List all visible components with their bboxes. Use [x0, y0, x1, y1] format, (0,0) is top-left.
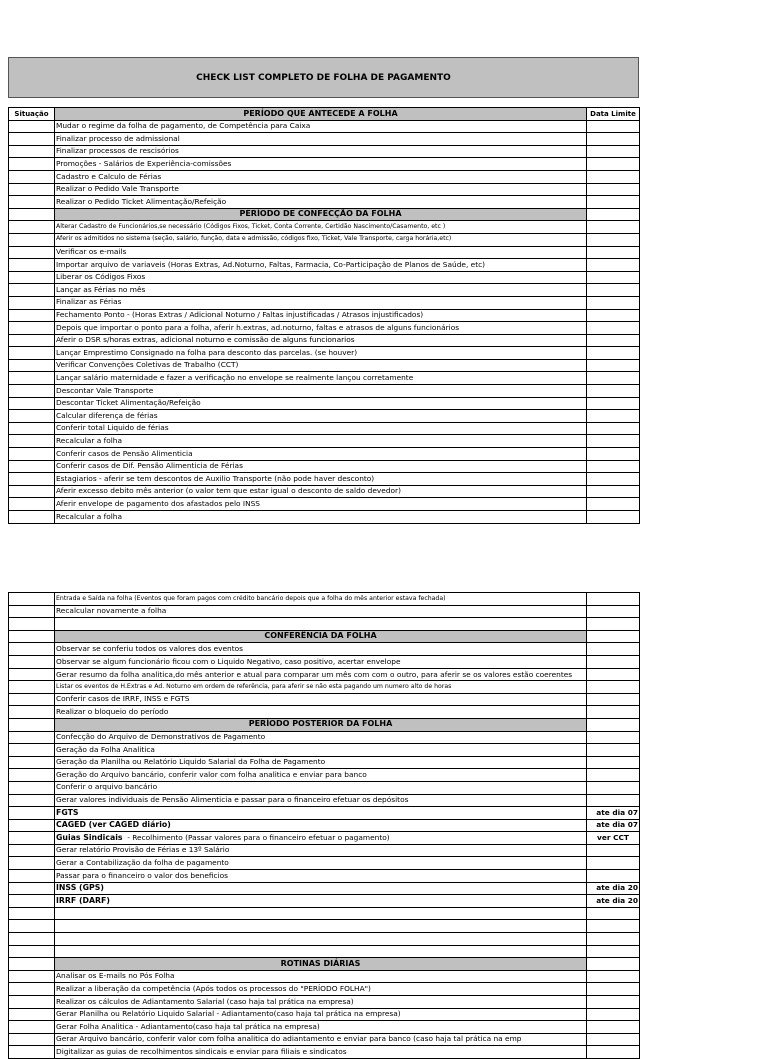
situacao-cell[interactable]	[9, 246, 55, 259]
situacao-cell[interactable]	[9, 196, 55, 209]
table-row	[9, 756, 640, 769]
data-limite-cell: ate dia 20	[587, 895, 640, 908]
data-limite-cell: ate dia 07	[587, 807, 640, 820]
situacao-cell[interactable]	[9, 410, 55, 423]
table-header-row	[9, 108, 640, 121]
data-limite-cell: ver CCT	[587, 832, 640, 845]
task-text: Entrada e Saída na folha (Eventos que foram pagos com crédito bancário depois que a folha do mês anterior estava fechada)	[55, 593, 587, 606]
situacao-cell[interactable]	[9, 794, 55, 807]
task-text: Conferir o arquivo bancário	[55, 781, 587, 794]
table-row	[9, 133, 640, 146]
table-row	[9, 435, 640, 448]
task-text: Realizar o bloqueio do período	[55, 706, 587, 719]
table-row	[9, 309, 640, 322]
task-text: Passar para o financeiro o valor dos beneficios	[55, 870, 587, 883]
task-text: Lançar salário maternidade e fazer a verificação no envelope se realmente lançou corretamente	[55, 372, 587, 385]
task-text: Conferir casos de Pensão Alimenticia	[55, 448, 587, 461]
section-title: PERÍODO POSTERIOR DA FOLHA	[55, 718, 587, 731]
situacao-cell[interactable]	[9, 158, 55, 171]
section-antecede	[9, 120, 640, 208]
task-text: Recalcular a folha	[55, 435, 587, 448]
table-row	[9, 945, 640, 958]
situacao-cell[interactable]	[9, 605, 55, 618]
section-header-row	[9, 718, 640, 731]
situacao-cell[interactable]	[9, 706, 55, 719]
situacao-cell[interactable]	[9, 731, 55, 744]
data-limite-cell	[587, 655, 640, 668]
data-limite-cell	[587, 485, 640, 498]
table-row	[9, 693, 640, 706]
table-row	[9, 920, 640, 933]
situacao-cell[interactable]	[9, 668, 55, 681]
situacao-cell[interactable]	[9, 322, 55, 335]
situacao-cell[interactable]	[9, 460, 55, 473]
task-text: Importar arquivo de variaveis (Horas Extras, Ad.Noturno, Faltas, Farmacia, Co-Participação de Planos de Saúde, etc)	[55, 259, 587, 272]
section-confeccao	[9, 221, 640, 523]
situacao-cell[interactable]	[9, 870, 55, 883]
data-limite-cell	[587, 259, 640, 272]
data-limite-cell	[587, 693, 640, 706]
task-text: Depois que importar o ponto para a folha, aferir h.extras, ad.noturno, faltas e atrasos de alguns funcionários	[55, 322, 587, 335]
table-row	[9, 359, 640, 372]
data-limite-cell	[587, 284, 640, 297]
task-text: Gerar relatório Provisão de Férias e 13º Salário	[55, 844, 587, 857]
data-limite-cell	[587, 498, 640, 511]
situacao-cell[interactable]	[9, 511, 55, 524]
table-row	[9, 593, 640, 606]
situacao-cell[interactable]	[9, 1021, 55, 1034]
task-text: Geração da Folha Analitica	[55, 744, 587, 757]
data-limite-cell	[587, 744, 640, 757]
table-row	[9, 170, 640, 183]
data-limite-cell	[587, 731, 640, 744]
situacao-cell[interactable]	[9, 145, 55, 158]
task-text: Descontar Ticket Alimentação/Refeição	[55, 397, 587, 410]
data-limite-cell	[587, 221, 640, 234]
task-text: Realizar os cálculos de Adiantamento Salarial (caso haja tal prática na empresa)	[55, 996, 587, 1009]
table-row	[9, 655, 640, 668]
data-limite-cell	[587, 706, 640, 719]
data-limite-cell	[587, 643, 640, 656]
data-limite-cell	[587, 1046, 640, 1059]
data-limite-cell	[587, 1033, 640, 1046]
section-header-row	[9, 958, 640, 971]
data-limite-cell	[587, 756, 640, 769]
task-text: Gerar resumo da folha analitica,do mês anterior e atual para comparar um mês com com o outro, para aferir se os valores estão coerentes	[55, 668, 587, 681]
task-text: Recalcular a folha	[55, 511, 587, 524]
table-row	[9, 681, 640, 694]
section-conferencia	[9, 643, 640, 719]
table-row	[9, 983, 640, 996]
task-text-rest: - Recolhimento (Passar valores para o financeiro efetuar o pagamento)	[122, 832, 390, 842]
table-row	[9, 731, 640, 744]
task-text: Cadastro e Calculo de Férias	[55, 170, 587, 183]
task-text: Geração do Arquivo bancário, conferir valor com folha analitica e enviar para banco	[55, 769, 587, 782]
data-limite-cell	[587, 334, 640, 347]
situacao-cell[interactable]	[9, 819, 55, 832]
situacao-cell[interactable]	[9, 681, 55, 694]
task-text: Gerar Arquivo bancário, conferir valor com folha analitica do adiantamento e enviar para banco (caso haja tal prática na emp	[55, 1033, 587, 1046]
table-row	[9, 221, 640, 234]
data-limite-cell	[587, 511, 640, 524]
task-text: Realizar o Pedido Vale Transporte	[55, 183, 587, 196]
task-text: Alterar Cadastro de Funcionários,se necessário (Códigos Fixos, Ticket, Conta Corrente, Certidão Nascimento/Casamento, etc )	[55, 221, 587, 234]
task-text: Verificar os e-mails	[55, 246, 587, 259]
page-title: CHECK LIST COMPLETO DE FOLHA DE PAGAMENTO	[8, 57, 639, 98]
data-limite-cell	[587, 309, 640, 322]
table-row	[9, 322, 640, 335]
situacao-cell[interactable]	[9, 170, 55, 183]
section-header-row	[9, 630, 640, 643]
task-text: Gerar a Contabilização da folha de pagamento	[55, 857, 587, 870]
data-limite-cell	[587, 970, 640, 983]
table-row	[9, 970, 640, 983]
data-limite-cell	[587, 322, 640, 335]
section-title: ROTINAS DIÁRIAS	[55, 958, 587, 971]
data-limite-cell	[587, 593, 640, 606]
data-limite-cell	[587, 120, 640, 133]
table-row	[9, 794, 640, 807]
data-limite-cell	[587, 170, 640, 183]
table-row	[9, 145, 640, 158]
data-limite-cell	[587, 158, 640, 171]
data-limite-cell	[587, 246, 640, 259]
table-row	[9, 233, 640, 246]
task-text: Lançar as Férias no mês	[55, 284, 587, 297]
table-row	[9, 706, 640, 719]
data-limite-cell	[587, 769, 640, 782]
data-limite-cell	[587, 996, 640, 1009]
task-text: Recalcular novamente a folha	[55, 605, 587, 618]
data-limite-cell	[587, 794, 640, 807]
table-row	[9, 460, 640, 473]
situacao-cell[interactable]	[9, 372, 55, 385]
table-row	[9, 1008, 640, 1021]
task-text: Promoções - Salários de Experiência-comissões	[55, 158, 587, 171]
task-text: Conferir casos de IRRF, INSS e FGTS	[55, 693, 587, 706]
task-text: Aferir o DSR s/horas extras, adicional noturno e comissão de alguns funcionarios	[55, 334, 587, 347]
table-row	[9, 498, 640, 511]
data-limite-cell	[587, 233, 640, 246]
situacao-cell[interactable]	[9, 334, 55, 347]
data-limite-cell	[587, 196, 640, 209]
data-limite-cell	[587, 133, 640, 146]
situacao-cell[interactable]	[9, 1046, 55, 1059]
table-row	[9, 1021, 640, 1034]
situacao-cell[interactable]	[9, 233, 55, 246]
task-text: Descontar Vale Transporte	[55, 385, 587, 398]
task-text	[55, 832, 587, 845]
task-text: Finalizar as Férias	[55, 296, 587, 309]
section-header-row	[9, 208, 640, 221]
col-situacao-header: Situação	[9, 108, 55, 121]
situacao-cell[interactable]	[9, 1008, 55, 1021]
situacao-cell[interactable]	[9, 882, 55, 895]
table-row	[9, 819, 640, 832]
table-row	[9, 996, 640, 1009]
checklist-table-page1	[8, 107, 640, 524]
task-text: Aferir excesso debito mês anterior (o valor tem que estar igual o desconto de saldo devedor)	[55, 485, 587, 498]
table-row	[9, 668, 640, 681]
task-text: Estagiarios - aferir se tem descontos de Auxilio Transporte (não pode haver desconto)	[55, 473, 587, 486]
task-text: Realizar a liberação da competência (Após todos os processos do "PERÍODO FOLHA")	[55, 983, 587, 996]
table-row	[9, 781, 640, 794]
situacao-cell[interactable]	[9, 769, 55, 782]
task-text: Mudar o regime da folha de pagamento, de Competência para Caixa	[55, 120, 587, 133]
data-limite-cell	[587, 473, 640, 486]
situacao-cell[interactable]	[9, 744, 55, 757]
table-row	[9, 1046, 640, 1059]
table-row	[9, 485, 640, 498]
table-row	[9, 385, 640, 398]
table-row	[9, 870, 640, 883]
situacao-cell[interactable]	[9, 183, 55, 196]
data-limite-cell	[587, 857, 640, 870]
situacao-cell[interactable]	[9, 296, 55, 309]
data-limite-cell	[587, 145, 640, 158]
situacao-cell[interactable]	[9, 347, 55, 360]
situacao-cell[interactable]	[9, 756, 55, 769]
situacao-cell[interactable]	[9, 221, 55, 234]
data-limite-cell	[587, 271, 640, 284]
data-limite-cell	[587, 397, 640, 410]
table-row	[9, 744, 640, 757]
situacao-cell[interactable]	[9, 895, 55, 908]
task-text: INSS (GPS)	[55, 882, 587, 895]
situacao-cell[interactable]	[9, 844, 55, 857]
table-row	[9, 933, 640, 946]
situacao-cell[interactable]	[9, 259, 55, 272]
data-limite-cell	[587, 605, 640, 618]
table-row	[9, 410, 640, 423]
situacao-cell[interactable]	[9, 693, 55, 706]
situacao-cell[interactable]	[9, 781, 55, 794]
data-limite-cell: ate dia 07	[587, 819, 640, 832]
task-text: Digitalizar as guias de recolhimentos sindicais e enviar para filiais e sindicatos	[55, 1046, 587, 1059]
situacao-cell[interactable]	[9, 271, 55, 284]
table-row	[9, 895, 640, 908]
table-row	[9, 857, 640, 870]
situacao-cell[interactable]	[9, 309, 55, 322]
situacao-cell[interactable]	[9, 422, 55, 435]
table-row	[9, 246, 640, 259]
task-text-bold: Guias Sindicais	[56, 832, 123, 842]
data-limite-cell	[587, 844, 640, 857]
task-text: Conferir total Liquido de férias	[55, 422, 587, 435]
data-limite-cell	[587, 668, 640, 681]
situacao-cell[interactable]	[9, 473, 55, 486]
table-row	[9, 422, 640, 435]
task-text: Geração da Planilha ou Relatório Liquido Salarial da Folha de Pagamento	[55, 756, 587, 769]
situacao-cell[interactable]	[9, 1033, 55, 1046]
table-row	[9, 1033, 640, 1046]
table-row	[9, 832, 640, 845]
section-title: PERÍODO DE CONFECÇÃO DA FOLHA	[55, 208, 587, 221]
situacao-cell[interactable]	[9, 120, 55, 133]
table-row	[9, 334, 640, 347]
table-row	[9, 158, 640, 171]
table-row	[9, 120, 640, 133]
task-text: Observar se algum funcionário ficou com o Liquido Negativo, caso positivo, acertar envelope	[55, 655, 587, 668]
task-text: Gerar valores individuais de Pensão Alimenticia e passar para o financeiro efetuar os depósitos	[55, 794, 587, 807]
section-posterior	[9, 731, 640, 907]
task-text: CAGED (ver CAGED diário)	[55, 819, 587, 832]
task-text: Confecção do Arquivo de Demonstrativos de Pagamento	[55, 731, 587, 744]
data-limite-cell	[587, 372, 640, 385]
situacao-cell[interactable]	[9, 498, 55, 511]
data-limite-cell	[587, 1021, 640, 1034]
task-text: Calcular diferença de férias	[55, 410, 587, 423]
task-text: Realizar o Pedido Ticket Alimentação/Refeição	[55, 196, 587, 209]
data-limite-cell	[587, 410, 640, 423]
table-row	[9, 284, 640, 297]
table-row	[9, 473, 640, 486]
situacao-cell[interactable]	[9, 832, 55, 845]
section-title: PERÍODO QUE ANTECEDE A FOLHA	[55, 108, 587, 121]
situacao-cell[interactable]	[9, 397, 55, 410]
table-row	[9, 259, 640, 272]
data-limite-cell	[587, 983, 640, 996]
table-row	[9, 196, 640, 209]
table-row	[9, 618, 640, 631]
table-row	[9, 397, 640, 410]
task-text: Gerar Folha Analitica - Adiantamento(caso haja tal prática na empresa)	[55, 1021, 587, 1034]
table-row	[9, 844, 640, 857]
data-limite-cell	[587, 422, 640, 435]
data-limite-cell	[587, 460, 640, 473]
table-row	[9, 769, 640, 782]
task-text: Aferir envelope de pagamento dos afastados pelo INSS	[55, 498, 587, 511]
task-text: Finalizar processo de admissional	[55, 133, 587, 146]
task-text: Lançar Emprestimo Consignado na folha para desconto das parcelas. (se houver)	[55, 347, 587, 360]
task-text: Analisar os E-mails no Pós Folha	[55, 970, 587, 983]
situacao-cell[interactable]	[9, 284, 55, 297]
task-text: Finalizar processos de rescisórios	[55, 145, 587, 158]
table-row	[9, 882, 640, 895]
table-row	[9, 448, 640, 461]
table-row	[9, 271, 640, 284]
data-limite-cell	[587, 359, 640, 372]
task-text: Observar se conferiu todos os valores dos eventos	[55, 643, 587, 656]
task-text: Aferir os admitidos no sistema (seção, salário, função, data e admissão, códigos fixo, Ticket, Vale Transporte, carga horária,etc)	[55, 233, 587, 246]
situacao-cell[interactable]	[9, 970, 55, 983]
task-text: Liberar os Códigos Fixos	[55, 271, 587, 284]
situacao-cell[interactable]	[9, 655, 55, 668]
situacao-cell[interactable]	[9, 485, 55, 498]
table-row	[9, 807, 640, 820]
data-limite-cell	[587, 448, 640, 461]
data-limite-cell	[587, 1008, 640, 1021]
situacao-cell[interactable]	[9, 593, 55, 606]
task-text: Gerar Planilha ou Relatório Liquido Salarial - Adiantamento(caso haja tal prática na empresa)	[55, 1008, 587, 1021]
data-limite-cell	[587, 681, 640, 694]
col-data-limite-header: Data Limite	[587, 108, 640, 121]
checklist-table-page2	[8, 592, 640, 1059]
situacao-cell[interactable]	[9, 385, 55, 398]
section-continuation	[9, 593, 640, 618]
data-limite-cell	[587, 781, 640, 794]
table-row	[9, 183, 640, 196]
situacao-cell[interactable]	[9, 448, 55, 461]
task-text: Fechamento Ponto - (Horas Extras / Adicional Noturno / Faltas injustificadas / Atrasos injustificados)	[55, 309, 587, 322]
situacao-cell[interactable]	[9, 643, 55, 656]
data-limite-cell	[587, 870, 640, 883]
data-limite-cell	[587, 385, 640, 398]
data-limite-cell	[587, 183, 640, 196]
task-text: Conferir casos de Dif. Pensão Alimenticia de Férias	[55, 460, 587, 473]
data-limite-cell: ate dia 20	[587, 882, 640, 895]
situacao-cell[interactable]	[9, 807, 55, 820]
data-limite-cell	[587, 347, 640, 360]
task-text: Listar os eventos de H.Extras e Ad. Noturno em ordem de referência, para aferir se não esta pagando um numero alto de horas	[55, 681, 587, 694]
section-title: CONFERÊNCIA DA FOLHA	[55, 630, 587, 643]
table-row	[9, 372, 640, 385]
table-row	[9, 605, 640, 618]
task-text: FGTS	[55, 807, 587, 820]
task-text: Verificar Convenções Coletivas de Trabalho (CCT)	[55, 359, 587, 372]
situacao-cell[interactable]	[9, 435, 55, 448]
table-row	[9, 643, 640, 656]
table-row	[9, 907, 640, 920]
task-text: IRRF (DARF)	[55, 895, 587, 908]
table-row	[9, 511, 640, 524]
data-limite-cell	[587, 296, 640, 309]
situacao-cell[interactable]	[9, 359, 55, 372]
table-row	[9, 296, 640, 309]
table-row	[9, 347, 640, 360]
situacao-cell[interactable]	[9, 133, 55, 146]
data-limite-cell	[587, 435, 640, 448]
situacao-cell[interactable]	[9, 996, 55, 1009]
situacao-cell[interactable]	[9, 857, 55, 870]
section-rotinas	[9, 970, 640, 1058]
situacao-cell[interactable]	[9, 983, 55, 996]
